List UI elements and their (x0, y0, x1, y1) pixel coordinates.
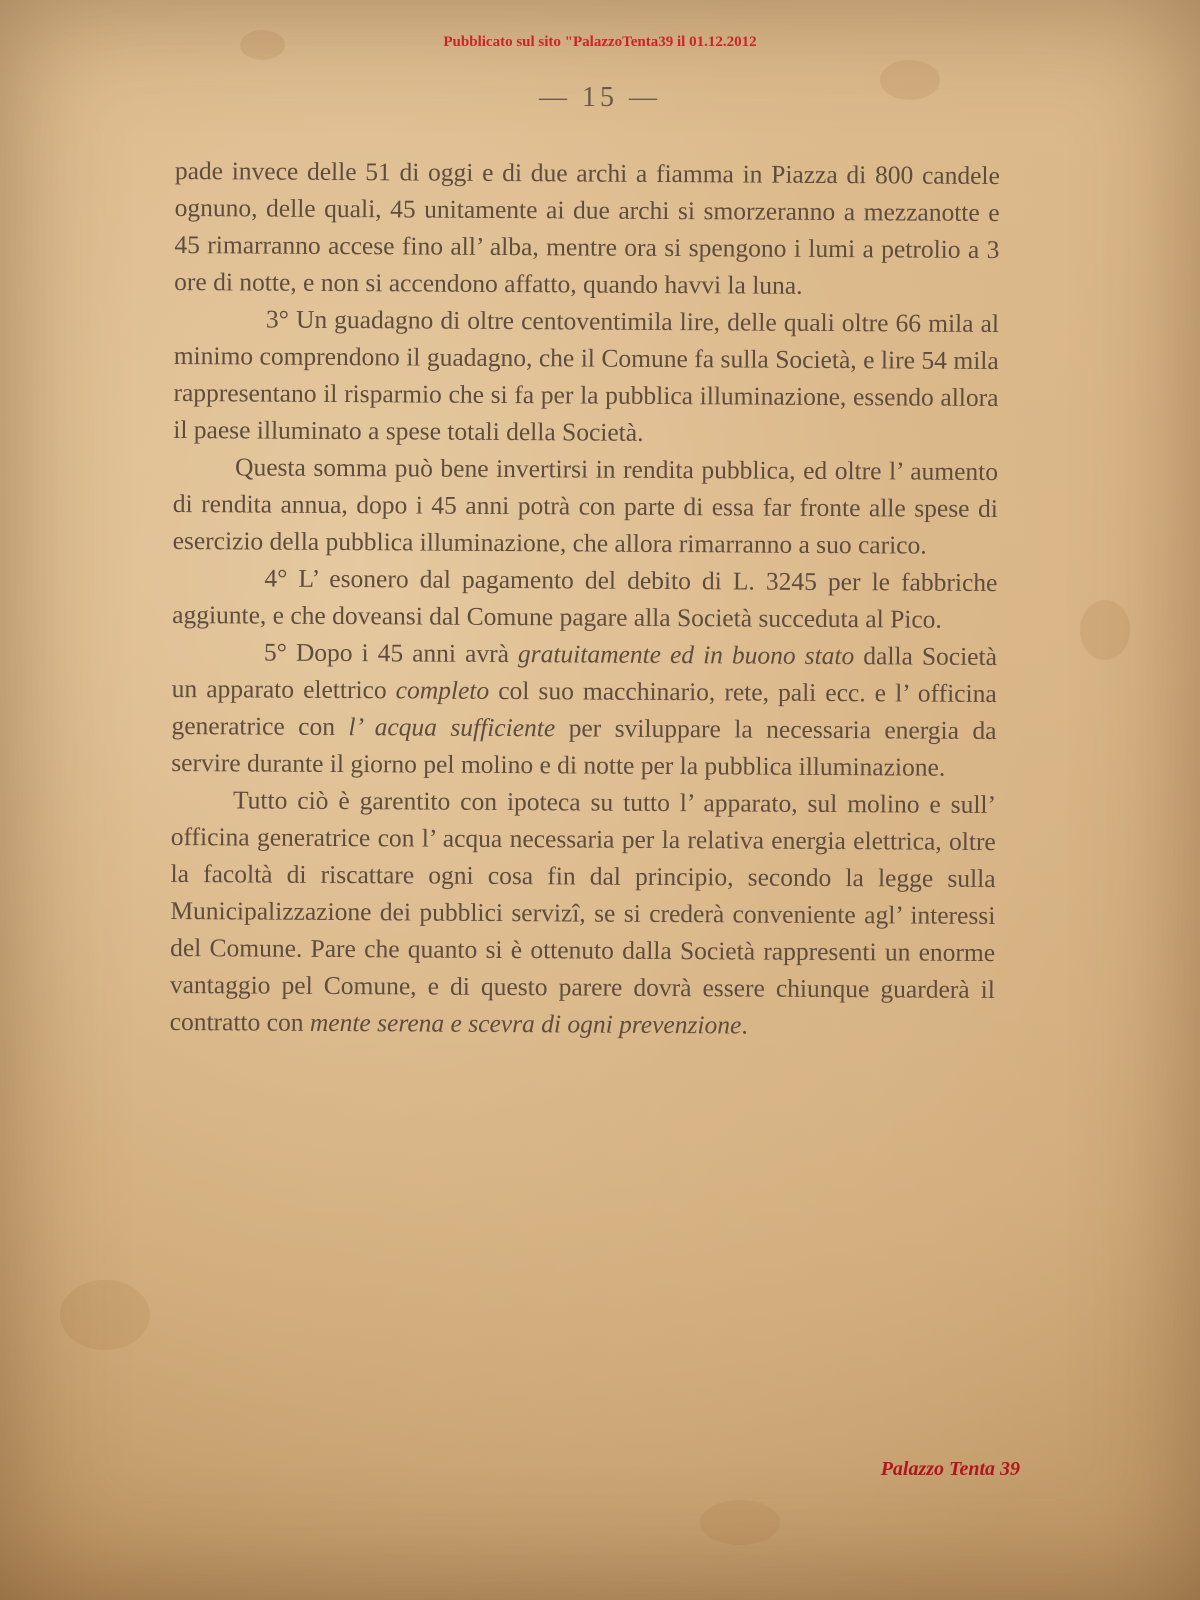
stain (1080, 600, 1130, 660)
text-run: Tutto ciò è garentito con ipoteca su tutto l’ apparato, sul molino e sull’ officina generatrice con l’ acqua necessaria per la relativa energia elettrica, oltre la facoltà di riscattare ogni cosa fin dal principio, secondo la legge sulla Municipalizzazione dei pubblici servizî, se si crederà conveniente agl’ interessi del Comune. Pare che quanto si è ottenuto dalla Società rappresenti un enorme vantaggio pel Comune, e di questo parere dovrà essere chiunque guarderà il contratto con (169, 785, 997, 1037)
paragraph-1: pade invece delle 51 di oggi e di due archi a fiamma in Piazza di 800 candele ognuno, delle quali, 45 unitamente ai due archi si smorzeranno a mezzanotte e 45 rimarranno accese fino all’ alba, mentre ora si spengono i lumi a petrolio a 3 ore di notte, e non si accendono affatto, quando havvi la luna. (174, 155, 1000, 300)
text-run: 5° Dopo i 45 anni avrà (263, 637, 519, 669)
signature-watermark: Palazzo Tenta 39 (880, 1458, 1020, 1480)
stain (700, 1500, 780, 1545)
paragraph-3: Questa somma può bene invertirsi in rendita pubblica, ed oltre l’ aumento di rendita annua, dopo i 45 anni potrà con parte di essa far fronte alle spese di esercizio della pubblica illuminazione, che allora rimarranno a suo carico. (172, 452, 999, 560)
italic-run: l’ acqua sufficiente (348, 712, 556, 743)
paragraph-6 (170, 781, 997, 1045)
paragraph-2: 3° Un guadagno di oltre centoventimila lire, delle quali oltre 66 mila al minimo comprendono il guadagno, che il Comune fa sulla Società, e lire 54 mila rappresentano il risparmio che si fa per la pubblica illuminazione, essendo allora il paese illuminato a spese totali della Società. (173, 304, 1000, 447)
italic-run: completo (395, 675, 490, 705)
publication-watermark: Pubblicato sul sito "PalazzoTenta39 il 01.12.2012 (443, 34, 757, 50)
paragraph-5 (171, 633, 997, 786)
body-text (170, 152, 1000, 1045)
paragraph-4: 4° L’ esonero dal pagamento del debito di L. 3245 per le fabbriche aggiunte, e che doveansi dal Comune pagare alla Società succeduta al Pico. (172, 563, 998, 634)
text-run: . (741, 1010, 748, 1040)
text-run: dalla Società un apparato elettrico (171, 641, 998, 705)
page-number: — 15 — (539, 82, 661, 113)
text-run: col suo macchinario, rete, pali ecc. e l’ officina generatrice con (171, 675, 997, 742)
italic-run: mente serena e scevra di ogni prevenzione (309, 1007, 742, 1040)
text-run: per sviluppare la necessaria energia da servire durante il giorno pel molino e di notte per la pubblica illuminazione. (171, 713, 997, 782)
italic-run: gratuitamente ed in buono stato (517, 639, 855, 671)
stain (60, 1280, 150, 1350)
